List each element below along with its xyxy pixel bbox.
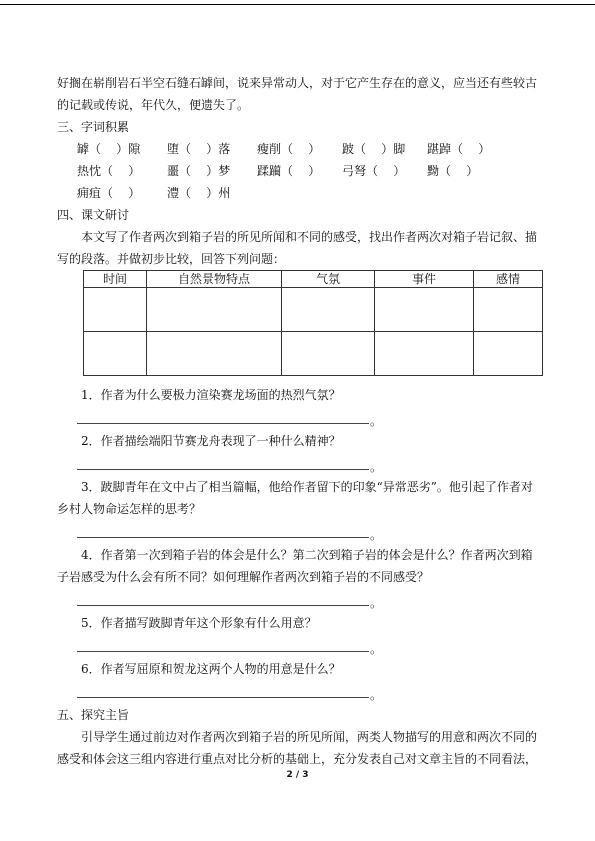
answer-line: [77, 605, 369, 606]
section-heading: 五、探究主旨: [57, 708, 130, 722]
answer-end-mark: 。: [370, 596, 383, 610]
vocab-item: 澧（ ）州: [167, 186, 231, 200]
instruction-text: 本文写了作者两次到箱子岩的所见所闻和不同的感受，找出作者两次对箱子岩记叙、描写的段落。并做初步比较，回答下列问题：: [57, 230, 538, 266]
answer-line: [77, 469, 369, 470]
vocab-row: [77, 138, 541, 160]
answer-blank[interactable]: [77, 520, 541, 544]
paragraph-line: 好搁在崭削岩石半空石缝石罅间，说来异常动人，对于它产生存在的意义，应当还有些较古: [57, 76, 538, 90]
table-cell[interactable]: [147, 332, 282, 376]
answer-blank[interactable]: [77, 680, 541, 704]
vocab-item: 跛（ ）脚: [342, 142, 406, 156]
table-header: 自然景物特点: [147, 271, 282, 288]
answer-line: [77, 697, 369, 698]
table-header: 感情: [474, 271, 543, 288]
question: 5．作者描写跛脚青年这个形象有什么用意？: [81, 616, 317, 630]
document-body: [57, 72, 541, 770]
vocab-item: 瘦削（ ）: [257, 142, 321, 156]
question: 1．作者为什么要极力渲染赛龙场面的热烈气氛？: [81, 388, 341, 402]
table-cell[interactable]: [84, 288, 147, 332]
answer-end-mark: 。: [370, 460, 383, 474]
vocab-item: 黝（ ）: [427, 164, 479, 178]
answer-end-mark: 。: [370, 642, 383, 656]
paragraph-line: 的记载或传说，年代久，便遗失了。: [57, 98, 250, 112]
section-heading: 三、字词积累: [57, 120, 130, 134]
vocab-item: 踸踔（ ）: [427, 142, 491, 156]
answer-line: [77, 651, 369, 652]
table-cell[interactable]: [375, 332, 474, 376]
table-header: 事件: [375, 271, 474, 288]
vocab-item: 热忱（ ）: [77, 164, 141, 178]
section-heading: 四、课文研讨: [57, 208, 130, 222]
section-text: 引导学生通过前边对作者两次到箱子岩的所见所闻，两类人物描写的用意和两次不同的感受和体会这三组内容进行重点对比分析的基础上，充分发表自己对文章主旨的不同看法，: [57, 730, 538, 766]
vocab-item: 堕（ ）落: [167, 142, 231, 156]
vocab-item: 痈疽（ ）: [77, 186, 141, 200]
vocab-item: 罅（ ）隙: [77, 142, 141, 156]
table-cell[interactable]: [375, 288, 474, 332]
answer-blank[interactable]: [77, 406, 541, 430]
table-cell[interactable]: [282, 288, 375, 332]
vocab-row: [77, 182, 541, 204]
question: 6．作者写屈原和贺龙这两个人物的用意是什么？: [81, 662, 341, 676]
answer-end-mark: 。: [370, 688, 383, 702]
table-row: [84, 288, 543, 332]
table-row: [84, 332, 543, 376]
answer-blank[interactable]: [77, 588, 541, 612]
answer-line: [77, 537, 369, 538]
table-cell[interactable]: [474, 332, 543, 376]
question: 3．跛脚青年在文中占了相当篇幅，他给作者留下的印象“异常恶劣”。他引起了作者对乡村人物命运怎样的思考？: [57, 480, 533, 516]
vocab-item: 噩（ ）梦: [167, 164, 231, 178]
vocab-list: [77, 138, 541, 204]
table-cell[interactable]: [147, 288, 282, 332]
table-header-row: [84, 271, 543, 288]
comparison-table: [83, 270, 543, 376]
question: 4．作者第一次到箱子岩的体会是什么？第二次到箱子岩的体会是什么？作者两次到箱子岩感受为什么会有所不同？如何理解作者两次到箱子岩的不同感受？: [57, 548, 533, 584]
page-number: 2 / 3: [286, 770, 309, 780]
vocab-item: 弓弩（ ）: [342, 164, 406, 178]
table-header: 气氛: [282, 271, 375, 288]
answer-blank[interactable]: [77, 452, 541, 476]
answer-end-mark: 。: [370, 528, 383, 542]
question: 2．作者描绘端阳节赛龙舟表现了一种什么精神？: [81, 434, 341, 448]
table-header: 时间: [84, 271, 147, 288]
answer-blank[interactable]: [77, 634, 541, 658]
table-cell[interactable]: [474, 288, 543, 332]
table-cell[interactable]: [84, 332, 147, 376]
answer-line: [77, 423, 369, 424]
header-rule: [0, 4, 595, 5]
answer-end-mark: 。: [370, 414, 383, 428]
vocab-item: 蹂躏（ ）: [257, 164, 321, 178]
table-cell[interactable]: [282, 332, 375, 376]
vocab-row: [77, 160, 541, 182]
